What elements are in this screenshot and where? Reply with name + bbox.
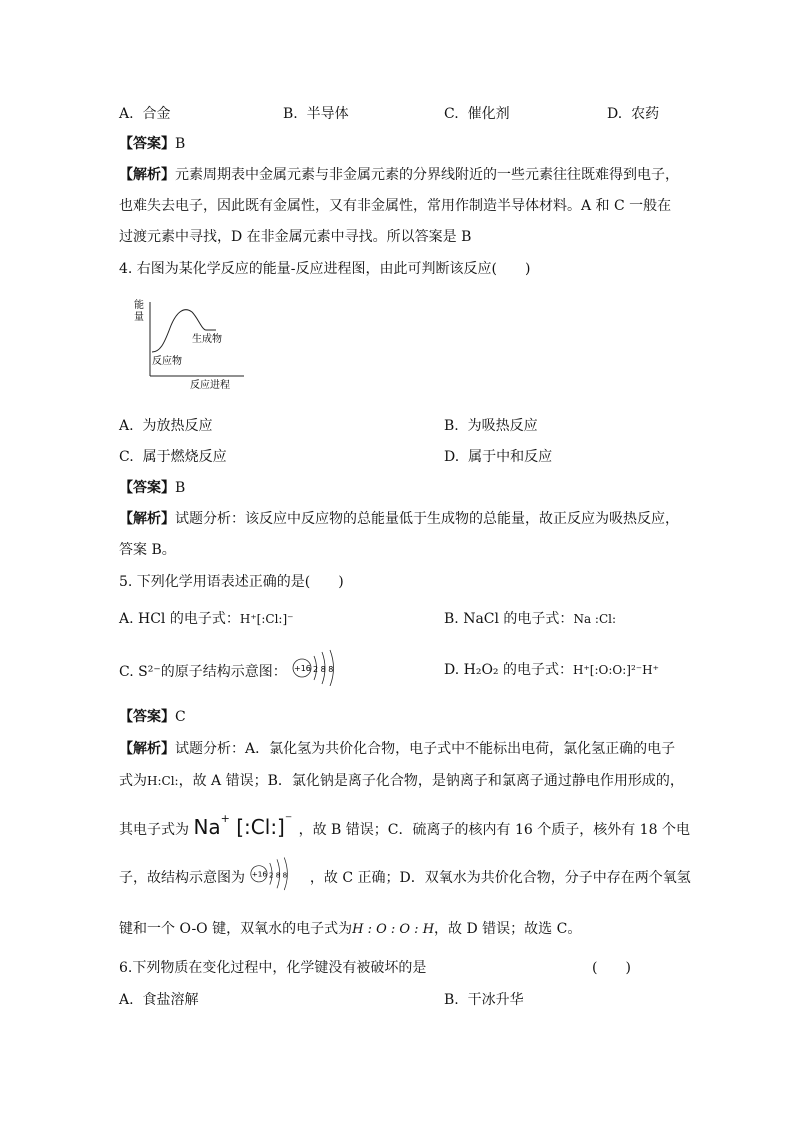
q3-option-d [607, 103, 659, 123]
atom-shells: 2 8 8 [313, 665, 334, 674]
analysis-text: 式为 [119, 773, 147, 789]
q5-option-b [444, 608, 616, 628]
option-letter: B. [283, 106, 298, 122]
analysis-label: 【解析】 [119, 741, 175, 757]
h2o2-covalent-formula: H : O : O : H [352, 922, 435, 937]
option-text: B. NaCl 的电子式： [444, 611, 574, 627]
q6-option-b [444, 989, 524, 1009]
q5-option-d [444, 659, 659, 679]
option-letter: C. [444, 106, 459, 122]
q6-option-a [119, 989, 198, 1009]
xlabel-progress: 反应进程 [190, 380, 230, 391]
q4-analysis-line-2: 答案 B。 [119, 542, 176, 558]
q4-option-d [444, 446, 552, 466]
analysis-text: ，故 C 正确；D．双氧水为共价化合物，分子中存在两个氧氢 [309, 870, 691, 886]
option-text: 属于燃烧反应 [142, 449, 227, 465]
q3-answer [119, 133, 185, 153]
energy-diagram [126, 292, 256, 392]
option-letter: D. [607, 106, 623, 122]
option-text: 催化剂 [467, 106, 510, 122]
q5-analysis-line-3 [119, 812, 690, 839]
q3-option-a [119, 103, 170, 123]
q4-option-b [444, 415, 538, 435]
q4-stem: 4. 右图为某化学反应的能量-反应进程图，由此可判断该反应( ) [119, 261, 531, 277]
ylabel-energy-2: 量 [134, 312, 144, 323]
option-letter: A. [119, 992, 134, 1008]
atom-nucleus: +16 [252, 869, 268, 879]
option-text: 农药 [631, 106, 660, 122]
option-text: 半导体 [306, 106, 349, 122]
answer-label: 【答案】 [119, 136, 175, 152]
cl-bracket: [:Cl:] [236, 815, 285, 839]
q4-analysis-line-1 [119, 508, 679, 528]
option-text: C. S²⁻的原子结构示意图： [119, 664, 287, 680]
q3-analysis-line-2: 也难失去电子，因此既有金属性，又有非金属性，常用作制造半导体材料。A 和 C 一般在 [119, 198, 672, 214]
q5-option-a [119, 608, 293, 628]
answer-value: B [175, 136, 186, 152]
q5-answer [119, 706, 186, 726]
answer-label: 【答案】 [119, 709, 175, 725]
q4-option-a [119, 415, 212, 435]
q3-analysis-line-1 [119, 164, 679, 184]
option-letter: A. [119, 418, 134, 434]
analysis-text: 键和一个 O-O 键，双氧水的电子式为 [119, 921, 353, 937]
analysis-text: 试题分析：A．氯化氢为共价化合物，电子式中不能标出电荷，氯化氢正确的电子 [175, 741, 676, 757]
atom-shells: 2 8 8 [269, 870, 288, 880]
analysis-text: ，故 D 错误；故选 C。 [434, 921, 582, 937]
option-text: A. HCl 的电子式： [119, 611, 240, 627]
option-text: 为吸热反应 [467, 418, 538, 434]
analysis-label: 【解析】 [119, 167, 175, 183]
atom-nucleus: +16 [294, 664, 312, 673]
q3-option-c [444, 103, 510, 123]
reactant-label: 反应物 [152, 356, 182, 367]
analysis-label: 【解析】 [119, 511, 175, 527]
hcl-ionic-formula: H⁺[:Cl:]⁻ [239, 612, 294, 626]
q4-answer [119, 477, 185, 497]
option-text: 属于中和反应 [468, 449, 553, 465]
q3-analysis-line-3: 过渡元素中寻找，D 在非金属元素中寻找。所以答案是 B [119, 229, 472, 245]
analysis-text: 子，故结构示意图为 [119, 870, 245, 886]
answer-value: B [175, 480, 186, 496]
answer-value: C [175, 709, 186, 725]
q3-option-b [283, 103, 349, 123]
analysis-text: 其电子式为 [119, 822, 189, 838]
option-letter: B. [444, 992, 459, 1008]
cl-charge: ⁻ [284, 812, 293, 828]
option-letter: B. [444, 418, 459, 434]
product-label: 生成物 [192, 334, 222, 345]
q6-stem: 6.下列物质在变化过程中，化学键没有被破坏的是 [119, 960, 427, 976]
q5-analysis-line-2 [119, 770, 684, 790]
analysis-text: ，故 B 错误；C．硫离子的核内有 16 个质子，核外有 18 个电 [298, 822, 690, 838]
sulfur-ion-diagram-2 [249, 852, 305, 892]
analysis-text: 试题分析：该反应中反应物的总能量低于生成物的总能量，故正反应为吸热反应， [175, 511, 679, 527]
option-letter: A. [119, 106, 134, 122]
sulfur-ion-diagram [291, 646, 353, 686]
q6-paren: ( ) [592, 960, 631, 976]
analysis-text: 元素周期表中金属元素与非金属元素的分界线附近的一些元素往往既难得到电子， [175, 167, 679, 183]
h2o2-ionic-formula: H⁺[:O:O:]²⁻H⁺ [573, 663, 659, 677]
nacl-formula: Na :Cl: [573, 612, 617, 626]
q5-analysis-line-4 [119, 864, 691, 892]
na-symbol: Na [193, 815, 221, 839]
hcl-covalent-formula: H:Cl: [147, 774, 179, 788]
analysis-text: ，故 A 错误；B．氯化钠是离子化合物，是钠离子和氯离子通过静电作用形成的， [178, 773, 684, 789]
option-letter: D. [444, 449, 460, 465]
option-text: 为放热反应 [142, 418, 213, 434]
option-letter: C. [119, 449, 134, 465]
option-text: D. H₂O₂ 的电子式： [444, 662, 573, 678]
nacl-correct-formula [193, 812, 298, 839]
q5-stem: 5. 下列化学用语表述正确的是( ) [119, 574, 344, 590]
option-text: 食盐溶解 [142, 992, 199, 1008]
na-charge: + [220, 812, 230, 825]
answer-label: 【答案】 [119, 480, 175, 496]
q5-analysis-line-5 [119, 918, 581, 938]
option-text: 合金 [142, 106, 171, 122]
ylabel-energy-1: 能 [134, 300, 144, 311]
q5-option-c [119, 658, 353, 686]
q4-option-c [119, 446, 227, 466]
q5-analysis-line-1 [119, 738, 675, 758]
option-text: 干冰升华 [467, 992, 524, 1008]
